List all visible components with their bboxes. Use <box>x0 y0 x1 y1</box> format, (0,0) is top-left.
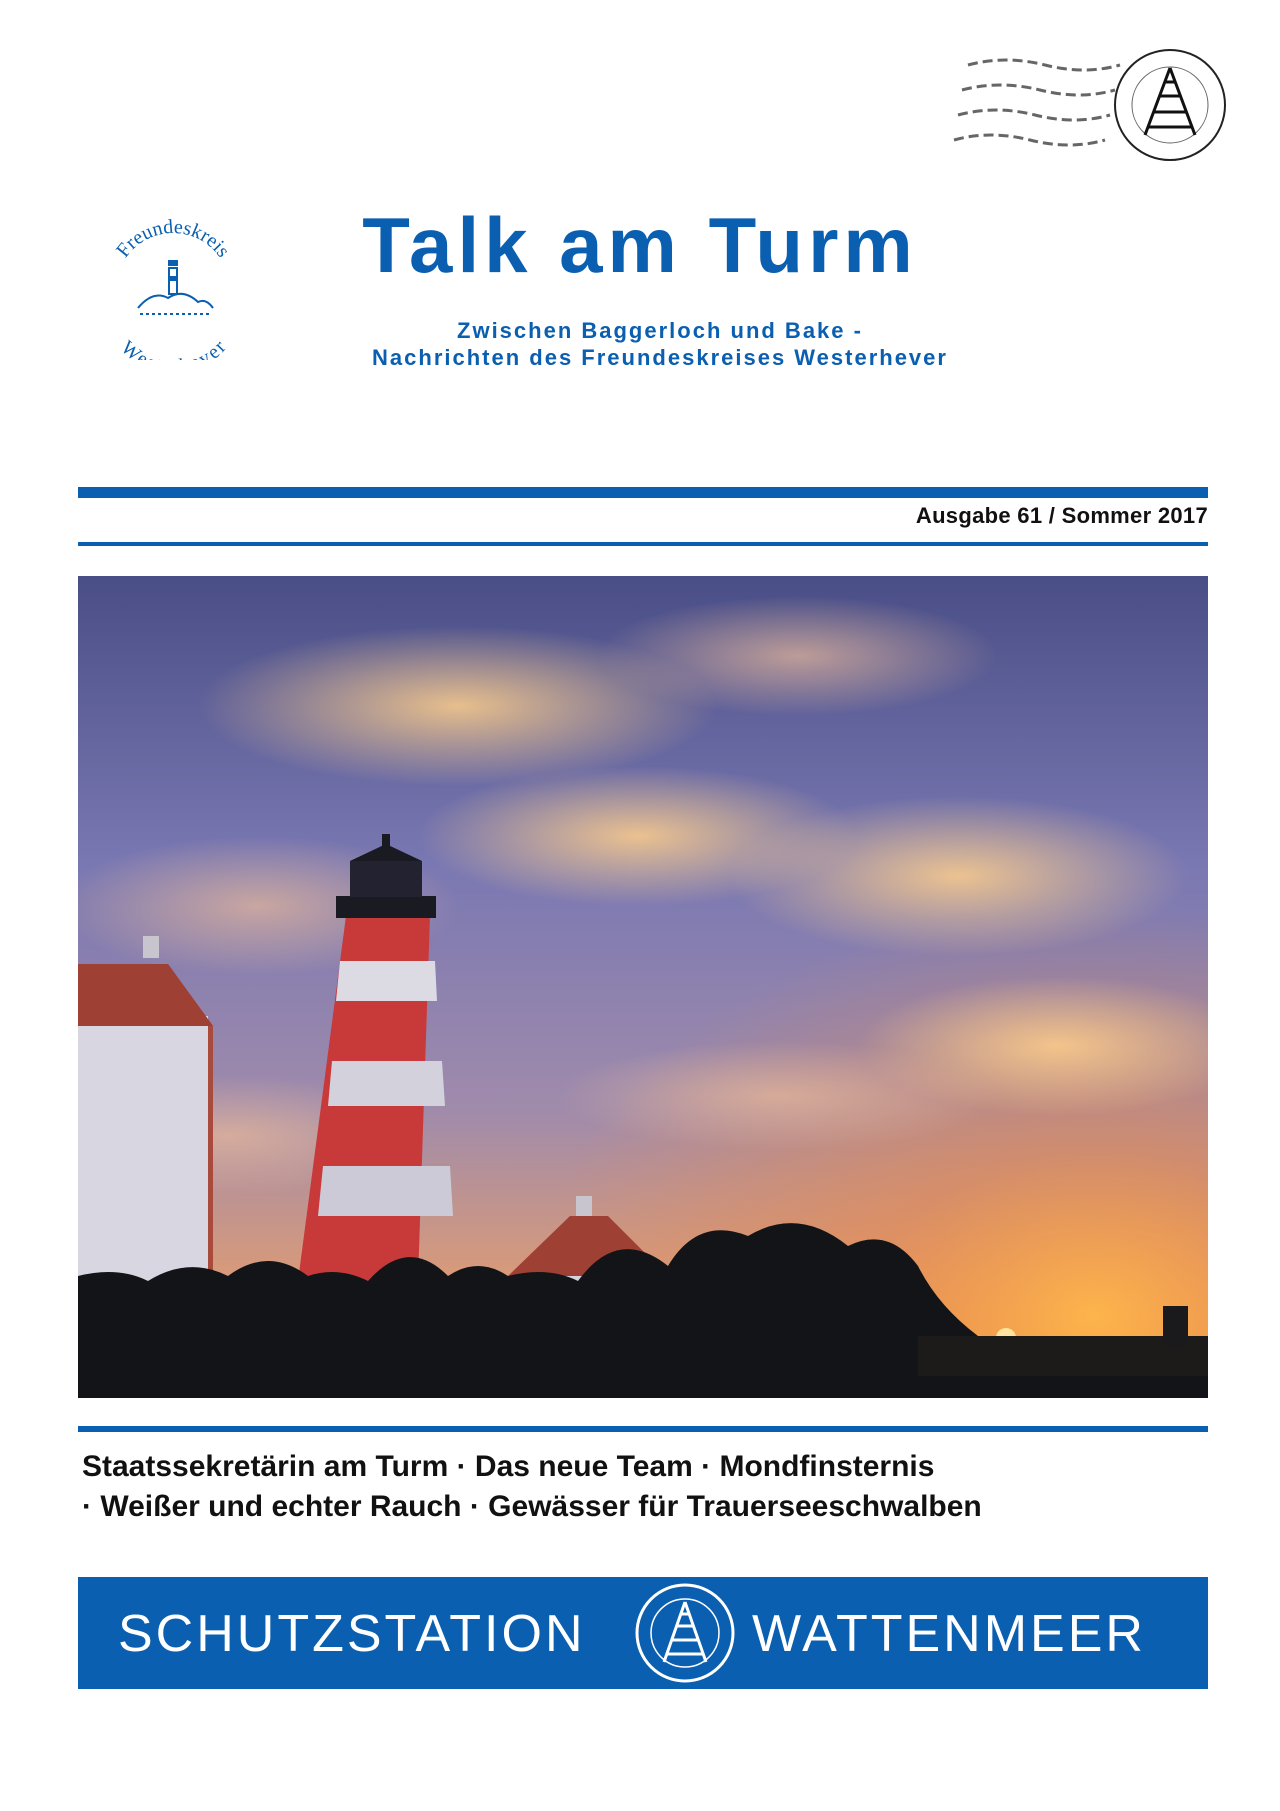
subtitle-line-1: Zwischen Baggerloch und Bake - <box>457 318 863 343</box>
top-rule-thick <box>78 487 1208 498</box>
schutzstation-emblem-icon <box>632 1580 738 1686</box>
logo-top-text: Freundeskreis <box>112 215 235 262</box>
teaser-line-2: · Weißer und echter Rauch · Gewässer für Trauerseeschwalben <box>82 1490 982 1523</box>
subtitle-line-2: Nachrichten des Freundeskreises Westerhever <box>372 345 948 370</box>
cover-photo <box>78 576 1208 1398</box>
banner-right-text: WATTENMEER <box>752 1605 1146 1663</box>
top-rule-thin <box>78 542 1208 546</box>
banner-left-text: SCHUTZSTATION <box>118 1605 586 1663</box>
page-title: Talk am Turm <box>362 201 918 289</box>
bottom-rule <box>78 1426 1208 1432</box>
teaser-line-1: Staatssekretärin am Turm · Das neue Team · Mondfinsternis <box>82 1450 935 1483</box>
postal-stamp <box>950 40 1240 170</box>
logo-bottom-text: We ver <box>116 336 231 360</box>
issue-label: Ausgabe 61 / Sommer 2017 <box>915 503 1208 528</box>
